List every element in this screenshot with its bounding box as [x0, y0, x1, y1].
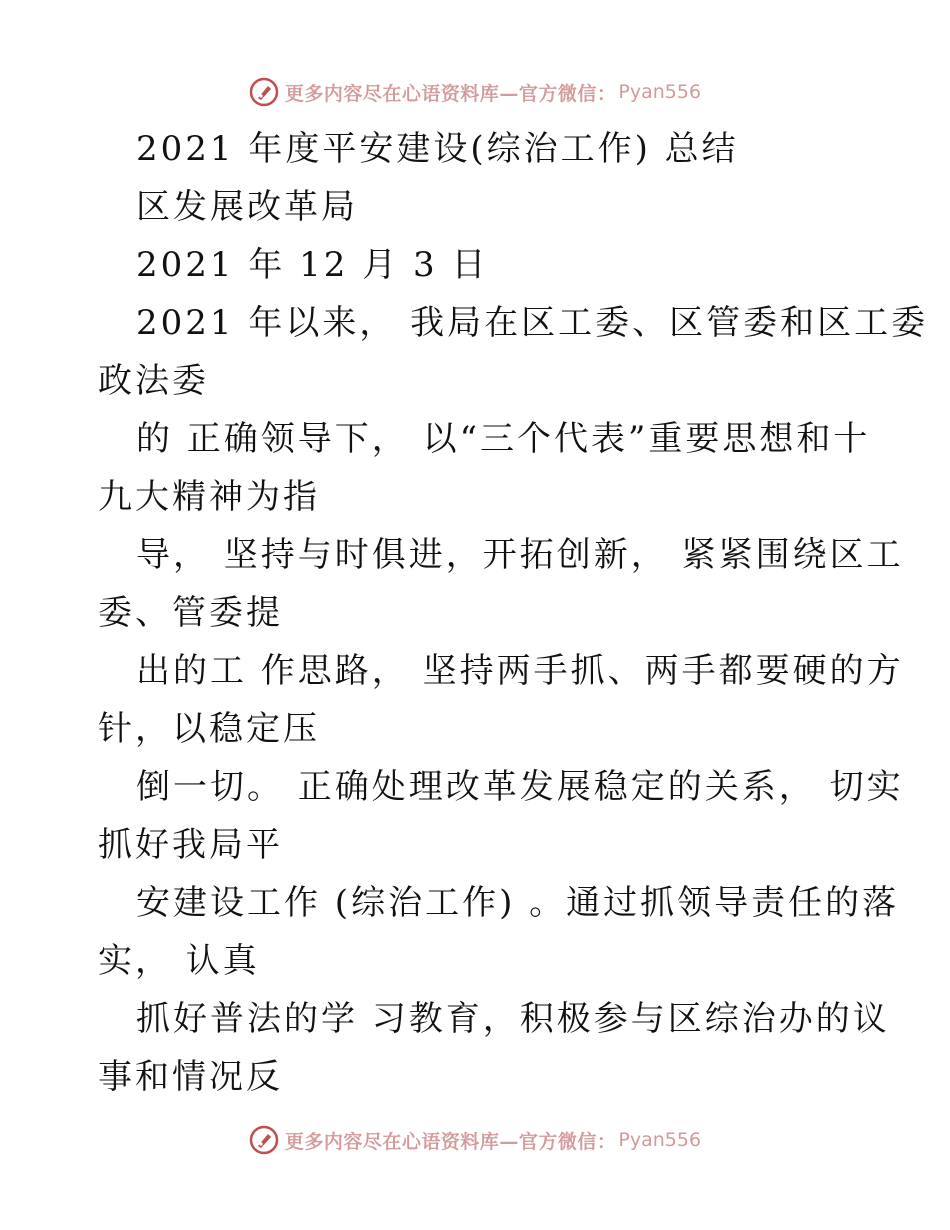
document-body	[98, 120, 929, 1106]
document-author: 区发展改革局	[136, 187, 358, 227]
document-title: 2021 年度平安建设(综治工作) 总结	[136, 129, 739, 169]
watermark-text: 更多内容尽在心语资料库—官方微信：	[284, 82, 617, 105]
document-paragraph	[98, 294, 929, 1106]
body-line: 政法委	[98, 361, 209, 401]
body-line: 抓好我局平	[98, 825, 283, 865]
document-date: 2021 年 12 月 3 日	[136, 245, 489, 285]
body-line: 2021 年以来， 我局在区工委、区管委和区工委	[136, 303, 929, 343]
watermark-wechat-id: Pyan556	[618, 81, 702, 103]
watermark-wechat-id: Pyan556	[618, 1129, 702, 1151]
body-line: 出的工 作思路， 坚持两手抓、两手都要硬的方	[136, 651, 904, 691]
body-line: 导， 坚持与时俱进，开拓创新， 紧紧围绕区工	[136, 535, 904, 575]
body-line: 安建设工作 (综治工作) 。通过抓领导责任的落	[136, 883, 900, 923]
body-line: 实， 认真	[98, 941, 260, 981]
body-line: 倒一切。 正确处理改革发展稳定的关系， 切实	[136, 767, 904, 807]
body-line: 针，以稳定压	[98, 709, 320, 749]
body-line: 抓好普法的学 习教育，积极参与区综治办的议	[136, 999, 890, 1039]
pen-nib-icon	[249, 1125, 279, 1155]
body-line: 的 正确领导下， 以“三个代表”重要思想和十	[136, 419, 871, 459]
body-line: 事和情况反	[98, 1057, 283, 1097]
footer-watermark	[0, 1120, 950, 1160]
watermark-text: 更多内容尽在心语资料库—官方微信：	[284, 1130, 617, 1153]
body-line: 委、管委提	[98, 593, 283, 633]
pen-nib-icon	[249, 77, 279, 107]
body-line: 九大精神为指	[98, 477, 320, 517]
header-watermark	[0, 72, 950, 112]
